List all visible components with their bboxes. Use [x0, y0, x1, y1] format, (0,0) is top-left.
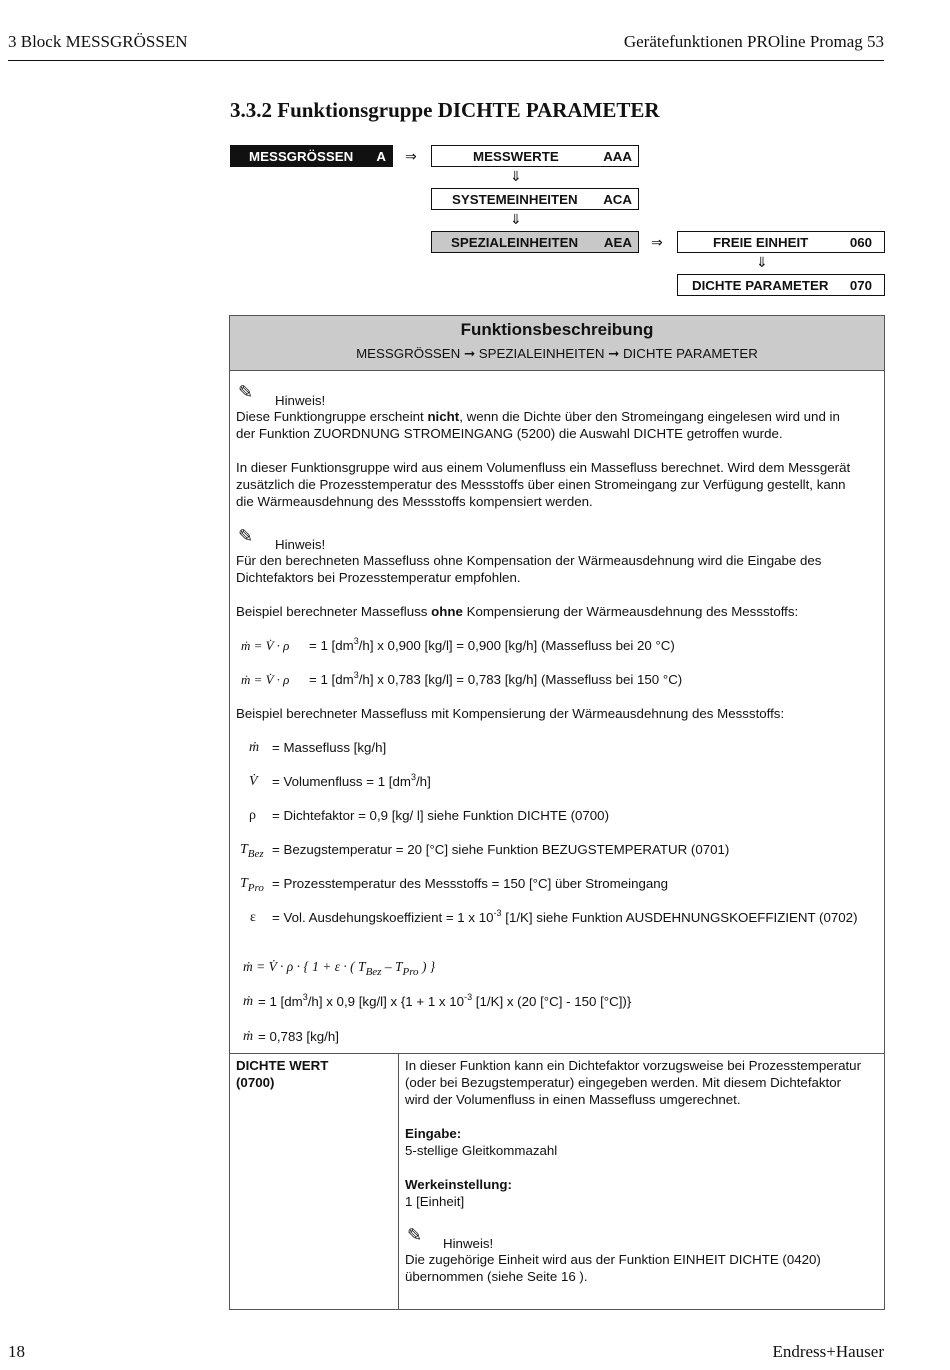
arrow-down-icon: ⇓	[510, 211, 522, 227]
symbol-t-bez: $T_{Bez}$	[240, 842, 264, 860]
function-description-line-2: (oder bei Bezugstemperatur) eingegeben werden. Mit diesem Dichtefaktor	[405, 1075, 842, 1090]
symbol-m: ṁ	[243, 994, 254, 1009]
default-value: 1 [Einheit]	[405, 1194, 465, 1209]
symbol-t-pro: $T_{Pro}$	[240, 876, 264, 894]
input-value: 5-stellige Gleitkommazahl	[405, 1143, 558, 1158]
paragraph-2-line-1: In dieser Funktionsgruppe wird aus einem Volumenfluss ein Massefluss berechnet. Wird dem Messgerät	[236, 460, 851, 475]
nav-box-messwerte	[431, 145, 639, 167]
column-divider	[398, 1053, 399, 1310]
example-1-intro: Beispiel berechneter Massefluss ohne Kompensierung der Wärmeausdehnung des Messstoffs:	[236, 604, 799, 619]
definition-epsilon: = Vol. Ausdehungskoeffizient = 1 x $10^{-3}$ [1/K] siehe Funktion AUSDEHNUNGSKOEFFIZIENT (0702)	[272, 908, 858, 925]
nav-code: 060	[849, 234, 872, 250]
definition-v: = Volumenfluss = 1 $[dm^3/h]$	[272, 772, 431, 789]
equation-lhs: ṁ = V̇ · ρ	[241, 672, 290, 687]
symbol-m: ṁ	[243, 1029, 254, 1044]
nav-label: MESSGRÖSSEN	[249, 148, 354, 164]
nav-label: SPEZIALEINHEITEN	[451, 234, 579, 250]
nav-box-spezialeinheiten	[431, 231, 639, 253]
symbol-rho: ρ	[249, 808, 256, 823]
function-code: (0700)	[236, 1075, 275, 1090]
section-title: 3.3.2 Funktionsgruppe DICHTE PARAMETER	[230, 98, 660, 122]
definition-rho: = Dichtefaktor = 0,9 [kg/ l] siehe Funktion DICHTE (0700)	[272, 808, 610, 823]
symbol-m: ṁ	[249, 740, 260, 755]
header-rule	[8, 60, 884, 61]
function-description-line-1: In dieser Funktion kann ein Dichtefaktor vorzugsweise bei Prozesstemperatur	[405, 1058, 862, 1073]
function-description-line-3: wird der Volumenfluss in einen Massefluss umgerechnet.	[405, 1092, 741, 1107]
nav-code: A	[376, 148, 386, 164]
nav-code: AAA	[603, 148, 632, 164]
nav-box-systemeinheiten	[431, 188, 639, 210]
paragraph-1-line-2: der Funktion ZUORDNUNG STROMEINGANG (5200) die Auswahl DICHTE getroffen wurde.	[236, 426, 783, 441]
note-label: Hinweis!	[443, 1236, 494, 1251]
definition-m: = Massefluss [kg/h]	[272, 740, 387, 755]
calculation-result: = 0,783 [kg/h]	[258, 1029, 339, 1044]
symbol-epsilon: ε	[250, 910, 256, 925]
equation-2: = 1 $[dm^3/h]$ x 0,783 [kg/l] = 0,783 [kg/h] (Massefluss bei 150 °C)	[309, 670, 683, 687]
nav-label: DICHTE PARAMETER	[692, 277, 829, 293]
nav-box-freie-einheit	[677, 231, 885, 253]
note-2-line-1: Die zugehörige Einheit wird aus der Funktion EINHEIT DICHTE (0420)	[405, 1252, 821, 1267]
paragraph-1: Diese Funktiongruppe erscheint nicht, wenn die Dichte über den Stromeingang eingelesen wird und in	[236, 409, 840, 424]
nav-code: ACA	[603, 191, 632, 207]
nav-code: 070	[849, 277, 872, 293]
running-header-chapter: 3 Block MESSGRÖSSEN	[8, 32, 188, 51]
pencil-icon: ✎	[238, 526, 254, 546]
arrow-right-icon: ⇒	[651, 234, 663, 250]
note-2-line-2: übernommen (siehe Seite 16 ).	[405, 1269, 588, 1284]
table-path: MESSGRÖSSEN ➞ SPEZIALEINHEITEN ➞ DICHTE PARAMETER	[356, 346, 758, 361]
table-title: Funktionsbeschreibung	[460, 320, 654, 339]
nav-label: FREIE EINHEIT	[713, 234, 809, 250]
row-divider	[230, 1053, 884, 1054]
paragraph-3-line-1: Für den berechneten Massefluss ohne Kompensation der Wärmeausdehnung wird die Eingabe des	[236, 553, 822, 568]
arrow-right-icon: ⇒	[405, 148, 417, 164]
arrow-down-icon: ⇓	[756, 254, 768, 270]
nav-box-dichte-parameter	[677, 274, 885, 296]
calculation: = 1 $[dm^3/h]$ x 0,9 [kg/l] x {1 + 1 x $10^{-3}$ [1/K] x (20 [°C] - 150 [°C])}	[258, 992, 632, 1009]
input-label: Eingabe:	[405, 1126, 462, 1141]
running-header-title: Gerätefunktionen PROline Promag 53	[623, 32, 884, 51]
paragraph-3-line-2: Dichtefaktors bei Prozesstemperatur empfohlen.	[236, 570, 521, 585]
default-label: Werkeinstellung:	[405, 1177, 512, 1192]
definition-t-pro: = Prozesstemperatur des Messstoffs = 150 [°C] über Stromeingang	[272, 876, 669, 891]
compensation-formula: ṁ = V̇ · ρ · { 1 + ε · ( $T_{Bez} - T_{Pro}$ ) }	[243, 959, 436, 978]
nav-label: MESSWERTE	[473, 148, 559, 164]
nav-box-messgroessen	[230, 145, 393, 167]
nav-code: AEA	[603, 234, 632, 250]
symbol-v: V̇	[249, 774, 258, 789]
paragraph-2-line-2: zusätzlich die Prozesstemperatur des Messstoffs über einen Stromeingang zur Verfügung gestellt, kann	[236, 477, 846, 492]
note-label: Hinweis!	[275, 393, 326, 408]
equation-1: = 1 $[dm^3/h]$ x 0,900 [kg/l] = 0,900 [kg/h] (Massefluss bei 20 °C)	[309, 636, 675, 653]
page-number: 18	[8, 1342, 25, 1361]
paragraph-2-line-3: die Wärmeausdehnung des Messstoffs kompensiert werden.	[236, 494, 593, 509]
function-name: DICHTE WERT	[236, 1058, 329, 1073]
equation-lhs: ṁ = V̇ · ρ	[241, 638, 290, 653]
definition-t-bez: = Bezugstemperatur = 20 [°C] siehe Funktion BEZUGSTEMPERATUR (0701)	[272, 842, 730, 857]
nav-label: SYSTEMEINHEITEN	[452, 191, 578, 207]
note-label: Hinweis!	[275, 537, 326, 552]
pencil-icon: ✎	[407, 1225, 423, 1245]
brand-logo-text: Endress+Hauser	[772, 1342, 884, 1361]
example-2-intro: Beispiel berechneter Massefluss mit Kompensierung der Wärmeausdehnung des Messstoffs:	[236, 706, 785, 721]
pencil-icon: ✎	[238, 382, 254, 402]
arrow-down-icon: ⇓	[510, 168, 522, 184]
